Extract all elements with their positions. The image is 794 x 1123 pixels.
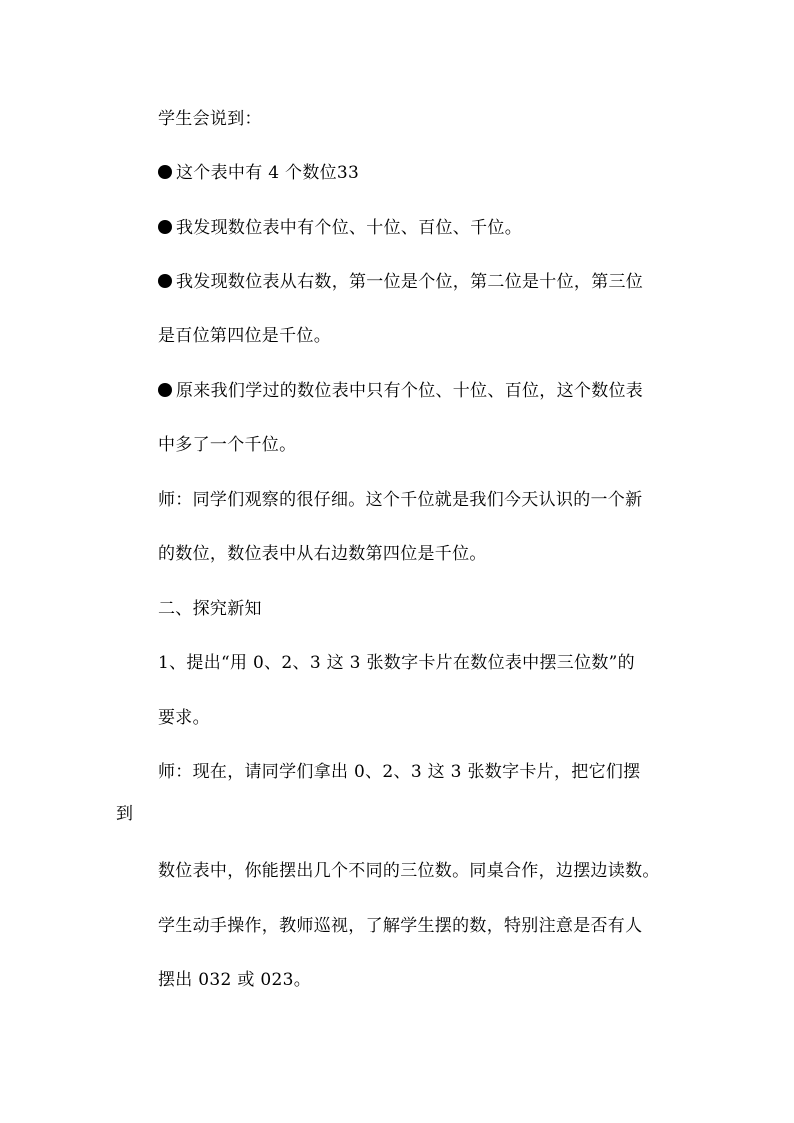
paragraph-intro: 学生会说到： <box>158 109 262 129</box>
teacher-remark-1: 师：同学们观察的很仔细。这个千位就是我们今天认识的一个新 <box>158 490 643 510</box>
bullet-item-text: 我发现数位表从右数，第一位是个位，第二位是十位，第三位 <box>176 272 644 292</box>
bullet-item-3-continued: 是百位第四位是千位。 <box>158 326 331 346</box>
student-activity-continued: 摆出 032 或 023。 <box>158 970 312 990</box>
teacher-remark-2-overflow: 到 <box>116 804 134 824</box>
student-activity: 学生动手操作，教师巡视，了解学生摆的数，特别注意是否有人 <box>158 916 643 936</box>
bullet-item-text: 我发现数位表中有个位、十位、百位、千位。 <box>176 218 522 238</box>
section-heading: 二、探究新知 <box>158 599 262 619</box>
bullet-icon <box>158 274 172 288</box>
teacher-remark-2-continued: 数位表中，你能摆出几个不同的三位数。同桌合作，边摆边读数。 <box>158 861 660 881</box>
teacher-remark-2: 师：现在，请同学们拿出 0、2、3 这 3 张数字卡片，把它们摆 <box>158 762 641 782</box>
bullet-item-3 <box>158 271 643 293</box>
bullet-item-2 <box>158 217 522 239</box>
task-1-continued: 要求。 <box>158 708 210 728</box>
bullet-icon <box>158 220 172 234</box>
bullet-icon <box>158 165 172 179</box>
bullet-item-text: 这个表中有 4 个数位33 <box>176 163 360 183</box>
teacher-remark-1-continued: 的数位，数位表中从右边数第四位是千位。 <box>158 544 487 564</box>
bullet-item-1 <box>158 162 359 184</box>
bullet-item-text: 原来我们学过的数位表中只有个位、十位、百位，这个数位表 <box>176 381 644 401</box>
bullet-item-4 <box>158 380 643 402</box>
task-1: 1、提出“用 0、2、3 这 3 张数字卡片在数位表中摆三位数”的 <box>158 653 635 673</box>
bullet-icon <box>158 383 172 397</box>
bullet-item-4-continued: 中多了一个千位。 <box>158 435 297 455</box>
